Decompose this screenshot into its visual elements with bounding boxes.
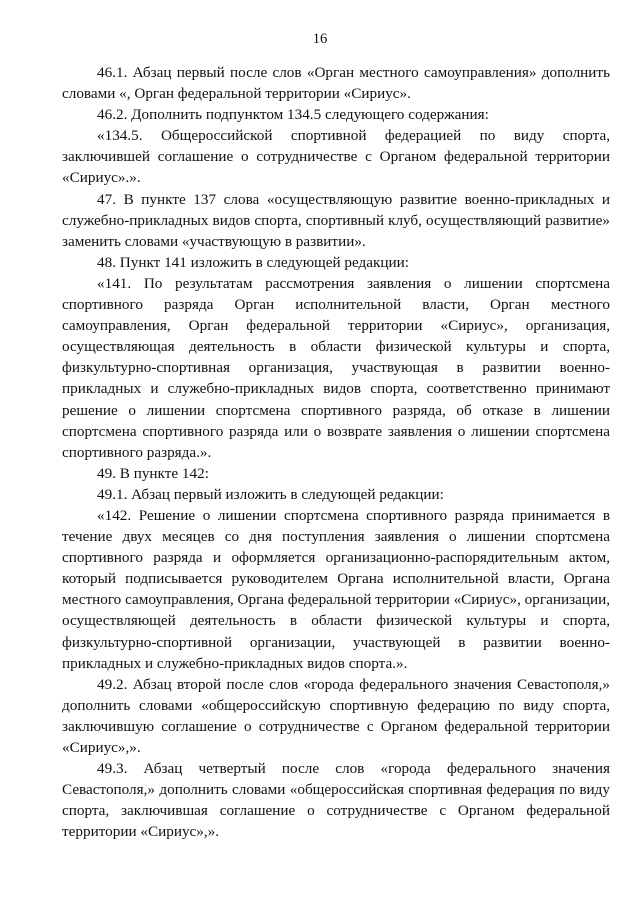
paragraph-49-1: 49.1. Абзац первый изложить в следующей редакции: — [97, 485, 444, 503]
paragraph-134-5: «134.5. Общероссийской спортивной федерацией по виду спорта, заключившей соглашение о сотрудничестве с Органом федеральной территории «Сириус».». — [62, 127, 610, 187]
paragraph-141: «141. По результатам рассмотрения заявления о лишении спортсмена спортивного разряда Орган исполнительной власти, Орган местного самоуправления, Орган федеральной территории «Сириус», организация, осуществляющая деятельность в области физической культуры и спорта, физкультурно-спортивная организация, участвующая в развитии военно-прикладных и служебно-прикладных видов спорта, соответственно принимают решение о лишении спортсмена спортивного разряда, об отказе в лишении спортсмена спортивного разряда или о возврате заявления о лишении спортсмена спортивного разряда.». — [62, 274, 610, 461]
document-body — [62, 62, 610, 842]
paragraph-49-3: 49.3. Абзац четвертый после слов «города федерального значения Севастополя,» дополнить словами «общероссийская спортивная федерация по виду спорта, заключившая соглашение о сотрудничестве с Органом федеральной территории «Сириус»,». — [62, 760, 610, 841]
paragraph-142: «142. Решение о лишении спортсмена спортивного разряда принимается в течение двух месяцев со дня поступления заявления о лишении спортсмена спортивного разряда и оформляется организационно-распорядительным актом, который подписывается руководителем Органа исполнительной власти, Органа местного самоуправления, Органа федеральной территории «Сириус», организации, осуществляющей деятельность в области физической культуры и спорта, физкультурно-спортивной организации, участвующей в развитии военно-прикладных и служебно-прикладных видов спорта.». — [62, 506, 611, 672]
page-number: 16 — [312, 31, 328, 47]
paragraph-46-1: 46.1. Абзац первый после слов «Орган местного самоуправления» дополнить словами «, Орган федеральной территории «Сириус». — [62, 64, 610, 103]
paragraph-49: 49. В пункте 142: — [97, 464, 209, 482]
paragraph-48: 48. Пункт 141 изложить в следующей редакции: — [97, 253, 410, 271]
paragraph-46-2: 46.2. Дополнить подпунктом 134.5 следующего содержания: — [97, 106, 489, 124]
paragraph-47: 47. В пункте 137 слова «осуществляющую развитие военно-прикладных и служебно-прикладных видов спорта, спортивный клуб, осуществляющий развитие» заменить словами «участвующую в развитии». — [62, 190, 610, 250]
paragraph-49-2: 49.2. Абзац второй после слов «города федерального значения Севастополя,» дополнить словами «общероссийскую спортивную федерацию по виду спорта, заключившую соглашение о сотрудничестве с Органом федеральной территории «Сириус»,». — [62, 675, 610, 756]
